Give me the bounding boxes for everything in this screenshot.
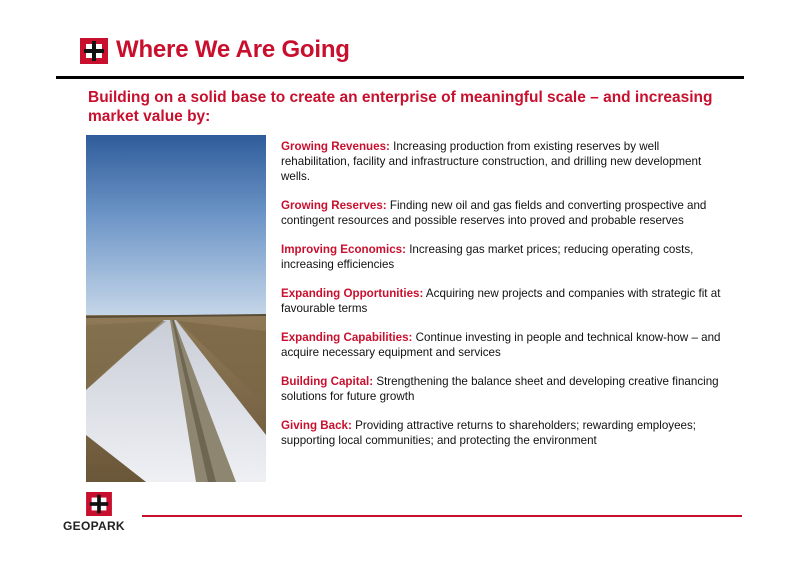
item-expanding-opportunities	[281, 286, 731, 316]
footer-divider	[142, 515, 742, 517]
item-title: Growing Revenues:	[281, 140, 390, 153]
title-divider	[56, 76, 744, 79]
item-text: Continue investing in people and technical know-how – and acquire necessary equipment and services	[281, 331, 721, 359]
item-text: Increasing production from existing reserves by well rehabilitation, facility and infrastructure construction, and drilling new development wells.	[281, 140, 702, 183]
item-text: Providing attractive returns to shareholders; rewarding employees; supporting local communities; and protecting the environment	[281, 419, 696, 447]
item-text: Strengthening the balance sheet and developing creative financing solutions for future growth	[281, 375, 719, 403]
subtitle: Building on a solid base to create an enterprise of meaningful scale – and increasing market value by:	[88, 89, 713, 125]
item-growing-reserves	[281, 198, 731, 228]
footer-brand: GEOPARK	[63, 519, 125, 533]
page-title: Where We Are Going	[116, 36, 350, 63]
geopark-logo-icon	[86, 492, 112, 516]
item-title: Giving Back:	[281, 419, 352, 432]
geopark-logo-icon	[80, 38, 108, 64]
item-title: Growing Reserves:	[281, 199, 387, 212]
growth-items	[281, 139, 731, 462]
landscape-photo	[86, 135, 266, 482]
item-improving-economics	[281, 242, 731, 272]
item-giving-back	[281, 418, 731, 448]
item-title: Improving Economics:	[281, 243, 406, 256]
item-text: Finding new oil and gas fields and converting prospective and contingent resources and possible reserves into proved and probable reserves	[281, 199, 707, 227]
item-title: Expanding Capabilities:	[281, 331, 413, 344]
item-growing-revenues	[281, 139, 731, 184]
item-text: Acquiring new projects and companies with strategic fit at favourable terms	[281, 287, 721, 315]
item-expanding-capabilities	[281, 330, 731, 360]
item-title: Building Capital:	[281, 375, 374, 388]
item-title: Expanding Opportunities:	[281, 287, 424, 300]
item-text: Increasing gas market prices; reducing operating costs, increasing efficiencies	[281, 243, 694, 271]
item-building-capital	[281, 374, 731, 404]
